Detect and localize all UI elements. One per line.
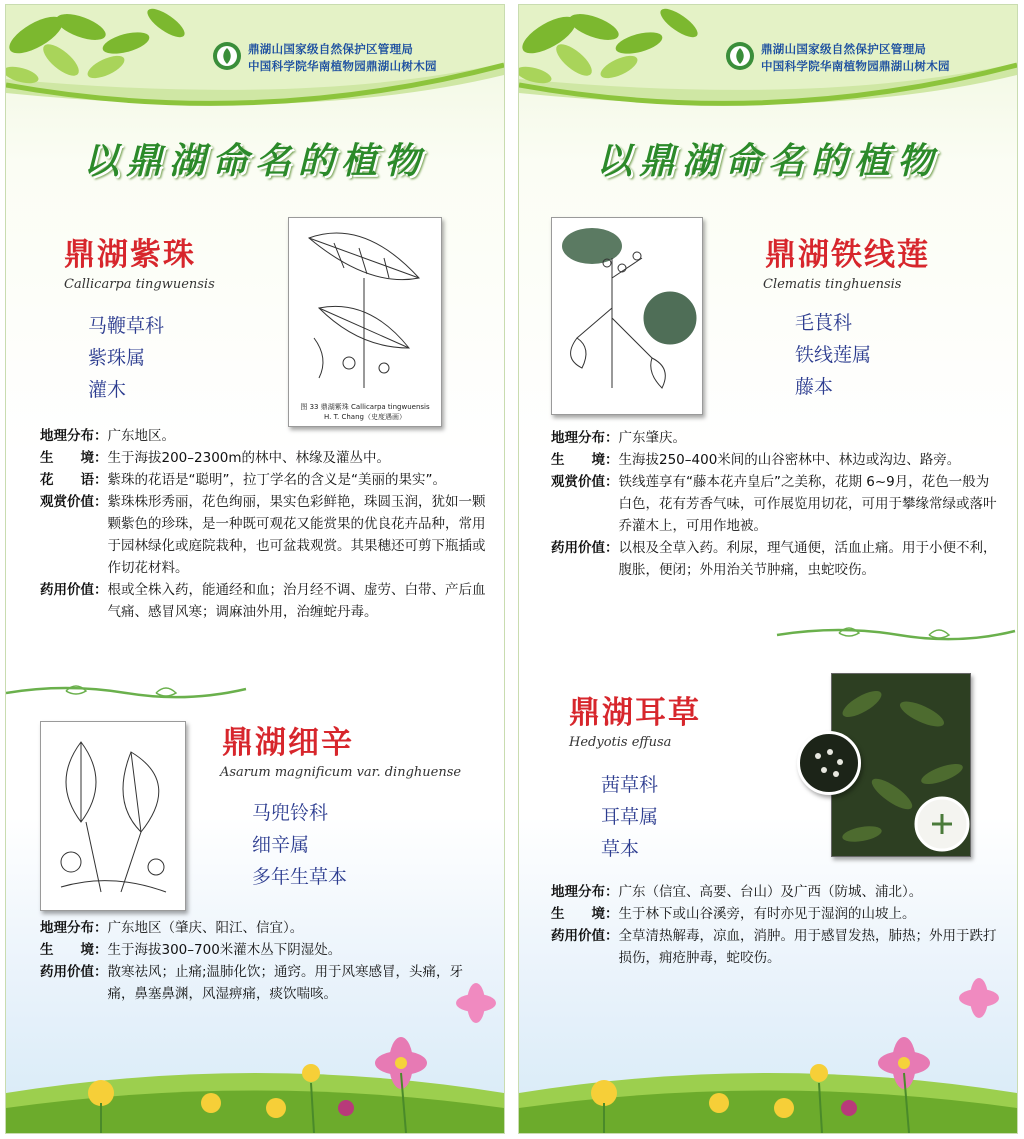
plant-latin-name: Clematis tinghuensis bbox=[763, 277, 902, 292]
info-label: 生 境： bbox=[551, 906, 619, 922]
taxonomy-list bbox=[252, 797, 347, 893]
asarum-drawing-icon bbox=[41, 722, 185, 910]
flower-footer-decoration bbox=[6, 943, 504, 1133]
info-row bbox=[551, 471, 1001, 537]
info-text: 生于林下或山谷溪旁，有时亦见于湿润的山坡上。 bbox=[618, 906, 916, 922]
info-row bbox=[551, 427, 1001, 449]
info-label: 生 境： bbox=[40, 450, 108, 466]
plant-name: 鼎湖细辛 bbox=[222, 725, 354, 761]
taxonomy-genus: 耳草属 bbox=[601, 806, 659, 828]
clematis-drawing-icon bbox=[552, 218, 702, 414]
org-line-1: 鼎湖山国家级自然保护区管理局 bbox=[248, 42, 414, 56]
plant-name: 鼎湖耳草 bbox=[569, 695, 701, 731]
plant-info-list bbox=[551, 427, 1001, 581]
taxonomy-list bbox=[88, 310, 164, 406]
info-text: 生于海拔300–700米灌木丛下阴湿处。 bbox=[107, 942, 342, 958]
info-text: 紫珠的花语是“聪明”，拉丁学名的含义是“美丽的果实”。 bbox=[107, 472, 446, 488]
banner-title: 以鼎湖命名的植物 bbox=[595, 140, 940, 182]
organization-names bbox=[761, 41, 950, 75]
info-label: 药用价值： bbox=[551, 928, 619, 944]
plant-name: 鼎湖铁线莲 bbox=[765, 237, 930, 273]
info-row bbox=[40, 447, 488, 469]
info-row bbox=[40, 425, 488, 447]
org-line-2: 中国科学院华南植物园鼎湖山树木园 bbox=[761, 59, 950, 73]
info-row bbox=[551, 903, 1001, 925]
plant-illustration bbox=[40, 721, 186, 911]
plant-photo-illustration bbox=[551, 217, 703, 415]
info-label: 地理分布： bbox=[40, 428, 108, 444]
org-line-2: 中国科学院华南植物园鼎湖山树木园 bbox=[248, 59, 437, 73]
banner-title: 以鼎湖命名的植物 bbox=[82, 140, 427, 182]
taxonomy-family: 马兜铃科 bbox=[252, 802, 329, 824]
info-text: 生海拔250–400米间的山谷密林中、林边或沟边、路旁。 bbox=[618, 452, 961, 468]
leaf-drawing-icon bbox=[289, 218, 441, 398]
info-row bbox=[551, 449, 1001, 471]
taxonomy-genus: 紫珠属 bbox=[88, 347, 146, 369]
info-text: 广东地区（肇庆、阳江、信宜）。 bbox=[107, 920, 304, 936]
info-text: 广东地区。 bbox=[107, 428, 175, 444]
info-label: 观赏价值： bbox=[40, 494, 108, 510]
info-text: 以根及全草入药。利尿，理气通便，活血止痛。用于小便不利，腹胀，便闭；外用治关节肿痛，虫蛇咬伤。 bbox=[618, 540, 997, 578]
flower-footer-decoration bbox=[519, 943, 1017, 1133]
taxonomy-form: 多年生草本 bbox=[252, 866, 348, 888]
plant-latin-name: Callicarpa tingwuensis bbox=[64, 277, 215, 292]
plant-latin-name: Asarum magnificum var. dinghuense bbox=[220, 765, 462, 780]
organization-names bbox=[248, 41, 437, 75]
info-text: 生于海拔200–2300m的林中、林缘及灌丛中。 bbox=[107, 450, 391, 466]
flower-closeup-photo bbox=[797, 731, 861, 795]
info-text: 全草清热解毒，凉血，消肿。用于感冒发热，肺热；外用于跌打损伤，痈疮肿毒，蛇咬伤。 bbox=[618, 928, 997, 966]
taxonomy-family: 马鞭草科 bbox=[88, 315, 165, 337]
taxonomy-genus: 细辛属 bbox=[252, 834, 310, 856]
info-label: 生 境： bbox=[40, 942, 108, 958]
logo-icon bbox=[212, 41, 242, 71]
taxonomy-genus: 铁线莲属 bbox=[795, 344, 872, 366]
taxonomy-list bbox=[601, 769, 658, 865]
info-label: 药用价值： bbox=[40, 582, 108, 598]
taxonomy-family: 茜草科 bbox=[601, 774, 659, 796]
info-label: 生 境： bbox=[551, 452, 619, 468]
plant-name: 鼎湖紫珠 bbox=[64, 237, 196, 273]
plant-illustration bbox=[288, 217, 442, 427]
info-row bbox=[40, 917, 488, 939]
info-label: 地理分布： bbox=[551, 430, 619, 446]
info-text: 散寒祛风；止痛;温肺化饮；通窍。用于风寒感冒，头痛，牙痛，鼻塞鼻渊，风湿痹痛，痰饮喘咳。 bbox=[107, 964, 464, 1002]
white-flowers-icon bbox=[800, 734, 858, 792]
taxonomy-list bbox=[795, 307, 871, 403]
org-line-1: 鼎湖山国家级自然保护区管理局 bbox=[761, 42, 927, 56]
illustration-caption: 图 33 鼎湖紫珠 Callicarpa tingwuensis bbox=[300, 403, 430, 411]
info-text: 根或全株入药，能通经和血；治月经不调、虚劳、白带、产后血气痛、感冒风寒；调麻油外用，治缠蛇丹毒。 bbox=[107, 582, 486, 620]
info-text: 广东（信宜、高要、台山）及广西（防城、浦北）。 bbox=[618, 884, 923, 900]
info-label: 地理分布： bbox=[40, 920, 108, 936]
plant-latin-name: Hedyotis effusa bbox=[569, 735, 672, 750]
info-text: 紫珠株形秀丽，花色绚丽，果实色彩鲜艳，珠圆玉润，犹如一颗颗紫色的珍珠，是一种既可观花又能赏果的优良花卉品种，常用于园林绿化或庭院栽种，也可盆栽观赏。其果穗还可剪下瓶插或作切花材料。 bbox=[107, 494, 486, 576]
taxonomy-family: 毛茛科 bbox=[795, 312, 853, 334]
info-label: 地理分布： bbox=[551, 884, 619, 900]
taxonomy-form: 藤本 bbox=[795, 376, 834, 398]
info-row bbox=[40, 579, 488, 623]
info-row bbox=[40, 469, 488, 491]
info-row bbox=[551, 537, 1001, 581]
swirl-divider bbox=[6, 681, 256, 703]
info-text: 广东肇庆。 bbox=[618, 430, 686, 446]
poster-panel-left bbox=[5, 4, 505, 1134]
info-label: 观赏价值： bbox=[551, 474, 619, 490]
poster-panel-right bbox=[518, 4, 1018, 1134]
taxonomy-form: 草本 bbox=[601, 838, 640, 860]
info-label: 花 语： bbox=[40, 472, 108, 488]
info-row bbox=[551, 881, 1001, 903]
illustration-credit: H. T. Chang（史度遇画） bbox=[324, 413, 406, 421]
swirl-divider bbox=[769, 623, 1017, 645]
info-label: 药用价值： bbox=[551, 540, 619, 556]
taxonomy-form: 灌木 bbox=[88, 379, 127, 401]
info-row bbox=[40, 491, 488, 579]
info-label: 药用价值： bbox=[40, 964, 108, 980]
info-text: 铁线莲享有“藤本花卉皇后”之美称，花期 6~9月，花色一般为白色，花有芳香气味，可作展览用切花，可用于攀缘常绿或落叶乔灌木上，可用作地被。 bbox=[618, 474, 997, 534]
plant-info-list bbox=[40, 425, 488, 623]
logo-icon bbox=[725, 41, 755, 71]
